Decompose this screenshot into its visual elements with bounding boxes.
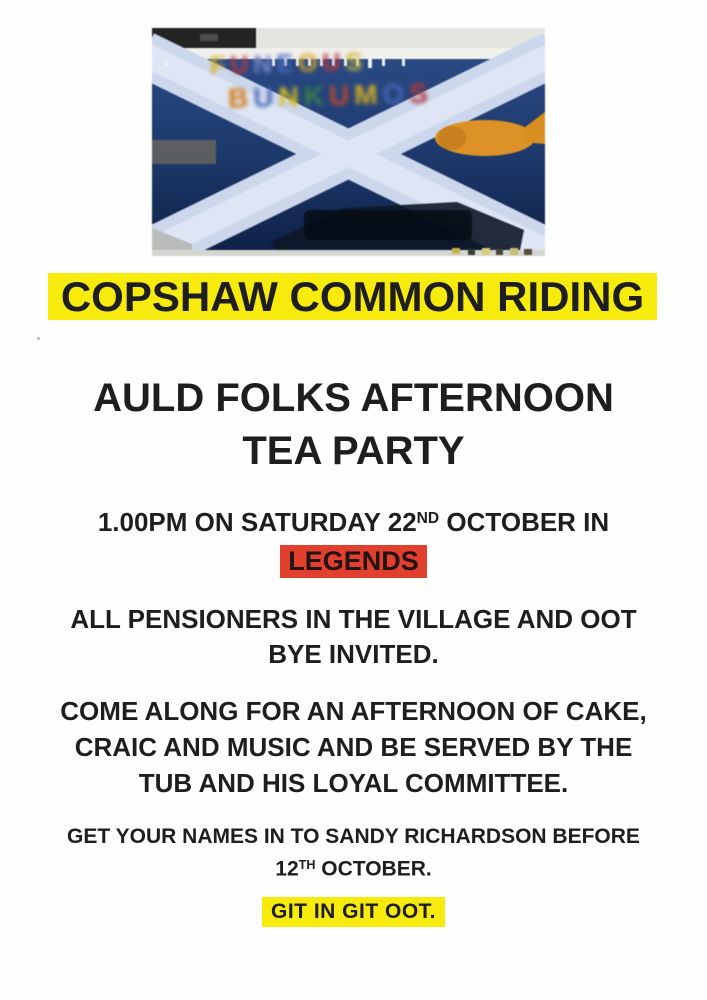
datetime-block — [0, 503, 707, 578]
footer-block — [0, 897, 707, 927]
photo-letters-row1: FUNEOUS — [209, 47, 368, 81]
photo-letters-row2: BUNKUMOS — [227, 77, 434, 114]
datetime-line — [0, 503, 707, 538]
details-line1: COME ALONG FOR AN AFTERNOON OF CAKE, — [60, 696, 647, 726]
datetime-ordinal: ND — [416, 510, 440, 527]
rsvp-block — [0, 822, 707, 883]
details-block — [0, 693, 707, 801]
rsvp-line1: GET YOUR NAMES IN TO SANDY RICHARDSON BEFORE — [67, 825, 640, 848]
details-line3: TUB AND HIS LOYAL COMMITTEE. — [138, 768, 569, 798]
saltire-flag-photo — [152, 28, 545, 256]
rsvp-date-suffix: OCTOBER. — [315, 857, 432, 881]
details-line2: CRAIC AND MUSIC AND BE SERVED BY THE — [74, 732, 633, 762]
shelf-highlight — [200, 34, 218, 41]
venue-highlight-band — [280, 545, 427, 578]
footer-slogan: GIT IN GIT OOT. — [271, 900, 436, 923]
datetime-prefix: 1.00PM ON SATURDAY 22 — [97, 506, 417, 537]
scan-speck — [37, 337, 40, 340]
rsvp-date-ordinal: TH — [298, 858, 316, 872]
invite-line2: BYE INVITED. — [268, 639, 439, 669]
event-heading — [0, 372, 707, 478]
datetime-suffix: OCTOBER IN — [439, 506, 610, 537]
venue-name: LEGENDS — [288, 545, 419, 576]
invite-line1: ALL PENSIONERS IN THE VILLAGE AND OOT — [70, 604, 637, 634]
event-heading-line1: AULD FOLKS AFTERNOON — [93, 376, 614, 420]
rsvp-date: 12 — [275, 857, 299, 881]
page-title: COPSHAW COMMON RIDING — [60, 273, 645, 320]
title-highlight-band — [48, 273, 657, 320]
event-heading-line2: TEA PARTY — [242, 429, 465, 473]
grey-patch — [152, 140, 216, 164]
invite-block — [0, 602, 707, 672]
footer-highlight-band — [262, 897, 445, 927]
rsvp-line2 — [0, 851, 707, 883]
